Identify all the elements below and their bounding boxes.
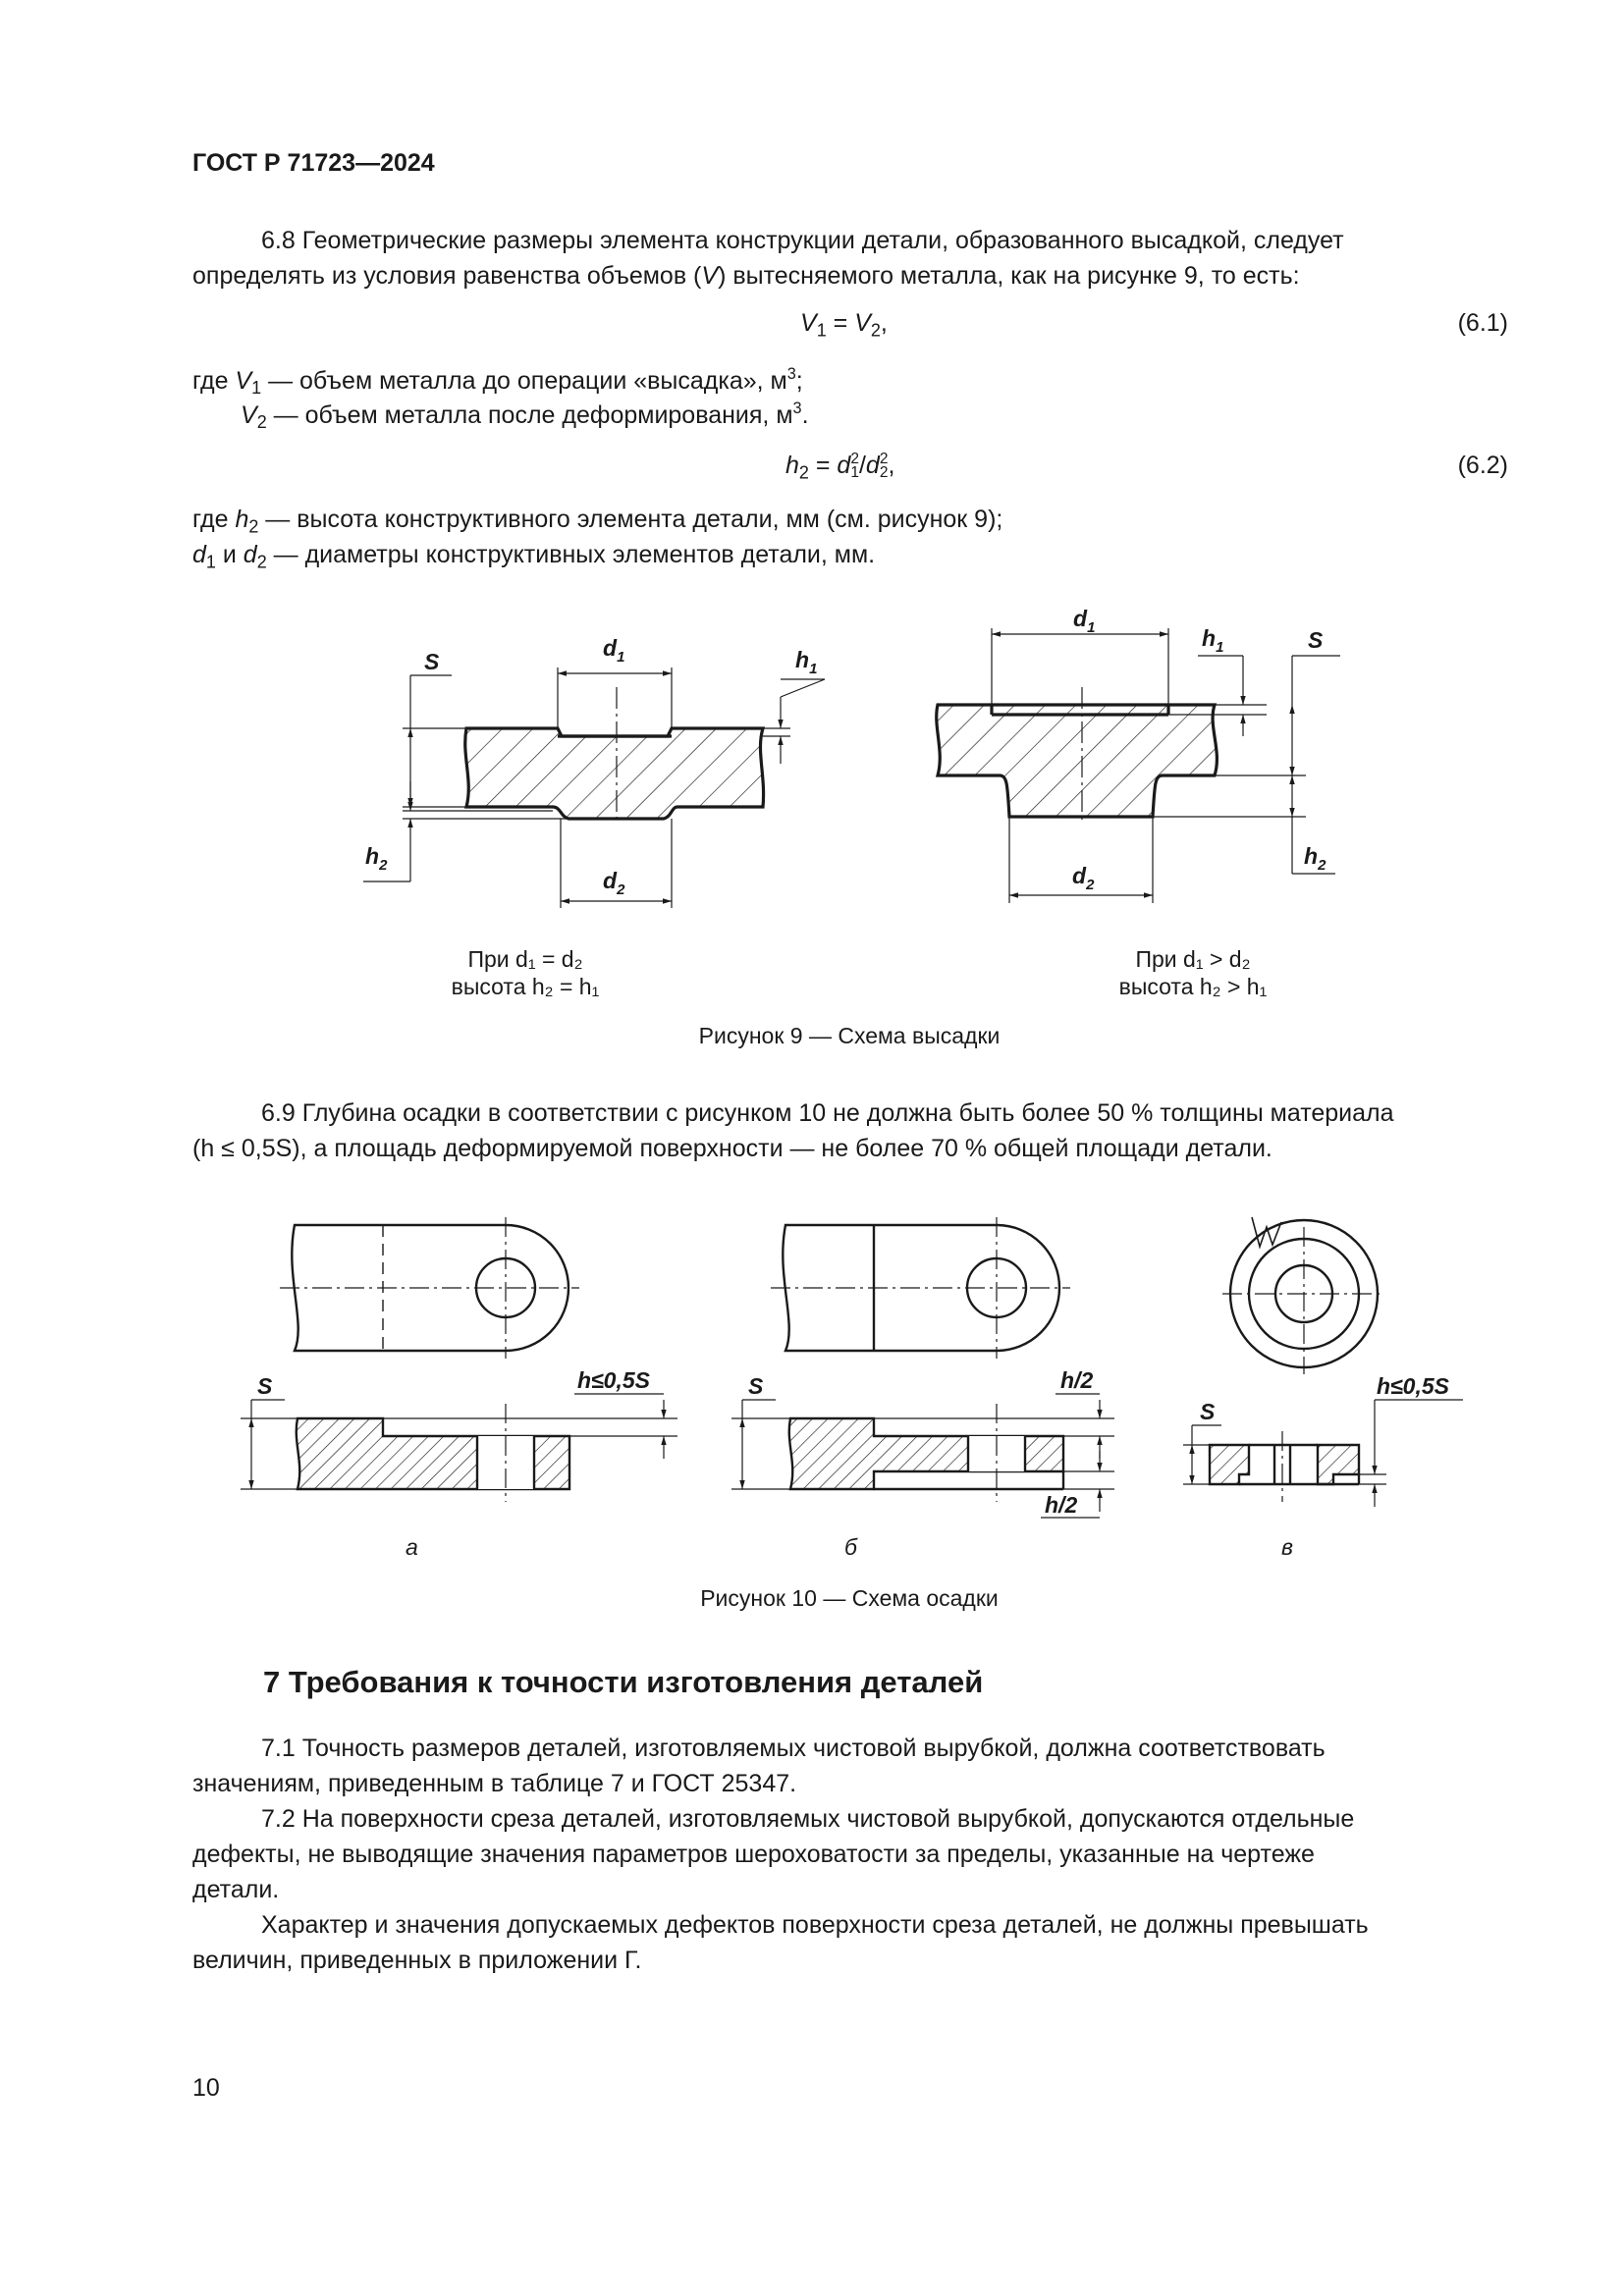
equation-6-1: $V_1 = V_2$,	[800, 309, 888, 341]
fig9-left-h1-label: $h_1$	[795, 647, 818, 677]
paragraph-7-2-line1: 7.2 На поверхности среза деталей, изготовляемых чистовой вырубкой, допускаются отдельные	[261, 1805, 1355, 1833]
figure-9-caption: Рисунок 9 — Схема высадки	[698, 1023, 1001, 1048]
fig10b-sub-label: б	[844, 1534, 857, 1560]
fig9-left-h2-label: $h_2$	[365, 843, 388, 874]
fig9-right-h2-label: $h_2$	[1304, 843, 1326, 874]
fig10c-s-label: S	[1200, 1399, 1216, 1424]
fig10b-dim-top-label: h/2	[1060, 1367, 1094, 1393]
section-7-title: 7 Требования к точности изготовления деталей	[263, 1665, 984, 1699]
fig10c-sub-label: в	[1281, 1534, 1294, 1560]
fig10a-s-label: S	[257, 1373, 273, 1399]
where-h2: где $h_2$ — высота конструктивного элемента детали, мм (см. рисунок 9);	[192, 506, 1003, 537]
fig9-right-d2-label: $d_2$	[1072, 863, 1095, 893]
fig9-right-d1-label: $d_1$	[1073, 606, 1096, 636]
figure-10-caption: Рисунок 10 — Схема осадки	[700, 1585, 999, 1611]
fig10a-sub-label: а	[406, 1534, 418, 1560]
fig9-right-h1-label: $h_1$	[1202, 625, 1224, 656]
figure-10a	[241, 1217, 677, 1502]
fig10b-s-label: S	[748, 1373, 764, 1399]
paragraph-7-2-line3: детали.	[192, 1876, 280, 1903]
figure-9-left	[363, 667, 825, 908]
figure-9-drawing	[0, 589, 1624, 1021]
paragraph-6-8-line2: определять из условия равенства объемов (V) вытесняемого металла, как на рисунке 9, то есть:	[192, 262, 1300, 290]
paragraph-defects-line2: величин, приведенных в приложении Г.	[192, 1947, 642, 1974]
figure-9-right	[937, 628, 1340, 903]
where-d1-d2: $d_1$ и $d_2$ — диаметры конструктивных элементов детали, мм.	[192, 541, 876, 572]
paragraph-7-1-line1: 7.1 Точность размеров деталей, изготовляемых чистовой вырубкой, должна соответствовать	[261, 1735, 1326, 1762]
paragraph-7-1-line2: значениям, приведенным в таблице 7 и ГОСТ 25347.	[192, 1770, 797, 1797]
paragraph-7-2-line2: дефекты, не выводящие значения параметров шероховатости за пределы, указанные на чертеже	[192, 1841, 1315, 1868]
paragraph-6-9-line1: 6.9 Глубина осадки в соответствии с рисунком 10 не должна быть более 50 % толщины материала	[261, 1099, 1394, 1127]
paragraph-6-8-line1: 6.8 Геометрические размеры элемента конструкции детали, образованного высадкой, следует	[261, 227, 1344, 254]
fig9-left-note: При d₁ = d₂ высота h₂ = h₁	[451, 946, 600, 999]
fig9-left-s-label: S	[424, 649, 440, 674]
equation-number-6-2: (6.2)	[1457, 452, 1508, 479]
document-header: ГОСТ Р 71723—2024	[192, 149, 435, 177]
fig9-right-note: При d₁ > d₂ высота h₂ > h₁	[1118, 946, 1268, 999]
equation-6-2: $h_2 = d$ 2 1 /d 2 2 ,	[785, 451, 895, 483]
figure-10c	[1183, 1217, 1463, 1507]
figure-10-drawing	[0, 1207, 1624, 1580]
paragraph-6-9-line2: (h ≤ 0,5S), а площадь деформируемой поверхности — не более 70 % общей площади детали.	[192, 1135, 1272, 1162]
fig10b-dim-bottom-label: h/2	[1045, 1492, 1078, 1518]
fig9-left-d1-label: $d_1$	[603, 635, 625, 666]
where-v1: где $V_1$ — объем металла до операции «высадка», $м^3$;	[192, 365, 803, 399]
equation-number-6-1: (6.1)	[1457, 309, 1508, 337]
paragraph-defects-line1: Характер и значения допускаемых дефектов поверхности среза деталей, не должны превышать	[261, 1911, 1369, 1939]
where-v2: $V_2$ — объем металла после деформирования, $м^3$.	[241, 400, 809, 433]
fig10a-dim-label: h≤0,5S	[577, 1367, 650, 1393]
page-number: 10	[192, 2074, 220, 2102]
fig10c-dim-label: h≤0,5S	[1377, 1373, 1449, 1399]
fig9-left-d2-label: $d_2$	[603, 868, 625, 898]
figure-10b	[731, 1217, 1114, 1518]
fig9-right-s-label: S	[1308, 627, 1324, 653]
